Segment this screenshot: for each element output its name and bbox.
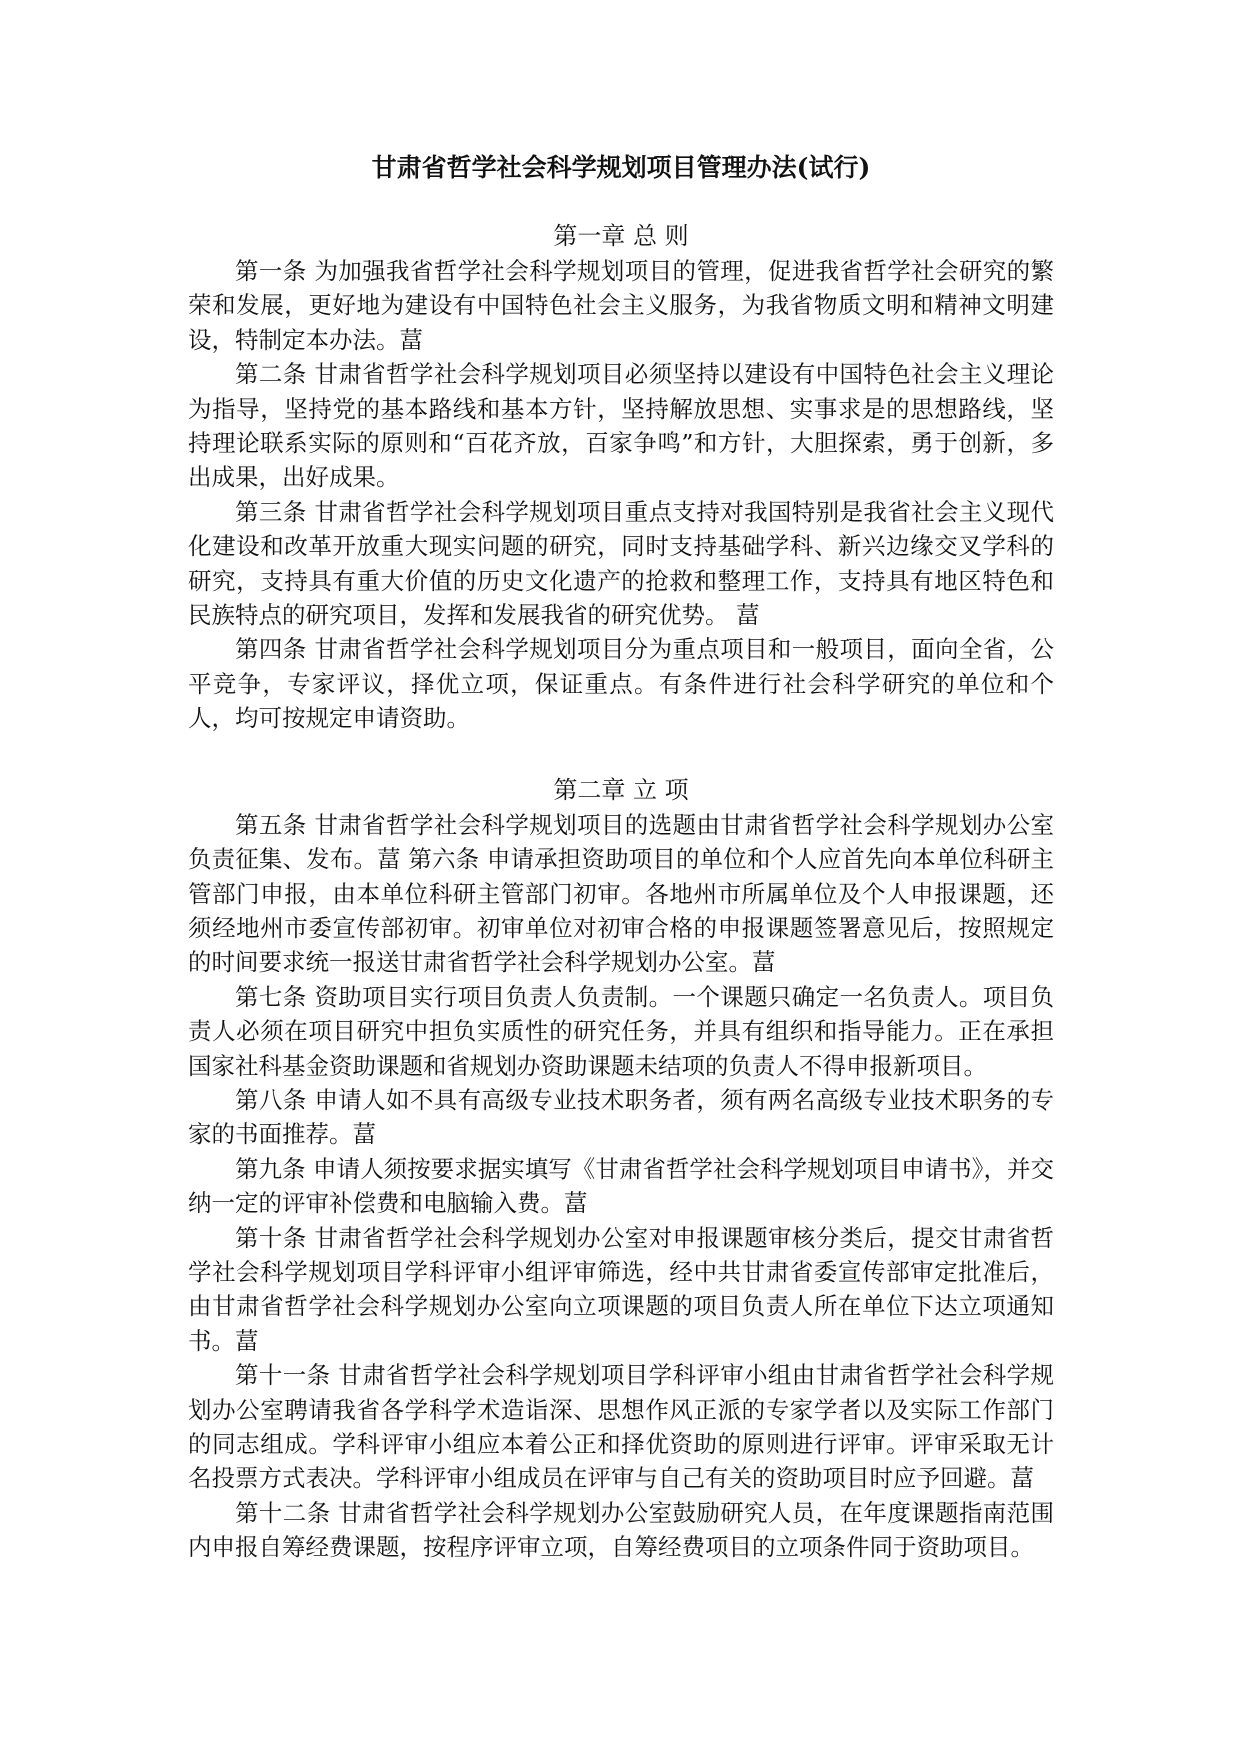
article-5-6: 第五条 甘肃省哲学社会科学规划项目的选题由甘肃省哲学社会科学规划办公室负责征集、发布。葍 第六条 申请承担资助项目的单位和个人应首先向本单位科研主管部门申报，由本单位科研主管部门初审。各地州市所属单位及个人申报课题，还须经地州市委宣传部初审。初审单位对初审合格的申报课题签署意见后，按照规定的时间要求统一报送甘肃省哲学社会科学规划办公室。葍 <box>188 810 1054 977</box>
chapter-heading: 第二章 立 项 <box>553 775 689 804</box>
article-12: 第十二条 甘肃省哲学社会科学规划办公室鼓励研究人员，在年度课题指南范围内申报自筹经费课题，按程序评审立项，自筹经费项目的立项条件同于资助项目。 <box>188 1498 1054 1562</box>
chapter-2 <box>188 772 1054 1565</box>
article-8: 第八条 申请人如不具有高级专业技术职务者，须有两名高级专业技术职务的专家的书面推荐。葍 <box>188 1085 1054 1149</box>
article-7: 第七条 资助项目实行项目负责人负责制。一个课题只确定一名负责人。项目负责人必须在项目研究中担负实质性的研究任务，并具有组织和指导能力。正在承担国家社科基金资助课题和省规划办资助课题未结项的负责人不得申报新项目。 <box>188 982 1054 1080</box>
document-page <box>188 150 1054 1565</box>
article-4: 第四条 甘肃省哲学社会科学规划项目分为重点项目和一般项目，面向全省，公平竞争，专家评议，择优立项，保证重点。有条件进行社会科学研究的单位和个人，均可按规定申请资助。 <box>188 635 1054 733</box>
document-title: 甘肃省哲学社会科学规划项目管理办法(试行) <box>371 153 871 182</box>
article-9: 第九条 申请人须按要求据实填写《甘肃省哲学社会科学规划项目申请书》，并交纳一定的评审补偿费和电脑输入费。葍 <box>188 1154 1054 1218</box>
article-2: 第二条 甘肃省哲学社会科学规划项目必须坚持以建设有中国特色社会主义理论为指导，坚持党的基本路线和基本方针，坚持解放思想、实事求是的思想路线，坚持理论联系实际的原则和“百花齐放，百家争鸣”和方针，大胆探索，勇于创新，多出成果，出好成果。 <box>188 360 1054 492</box>
article-10: 第十条 甘肃省哲学社会科学规划办公室对申报课题审核分类后，提交甘肃省哲学社会科学规划项目学科评审小组评审筛选，经中共甘肃省委宣传部审定批准后，由甘肃省哲学社会科学规划办公室向立项课题的项目负责人所在单位下达立项通知书。葍 <box>188 1223 1054 1355</box>
chapter-heading: 第一章 总 则 <box>553 222 689 250</box>
article-1: 第一条 为加强我省哲学社会科学规划项目的管理，促进我省哲学社会研究的繁荣和发展，更好地为建设有中国特色社会主义服务，为我省物质文明和精神文明建设，特制定本办法。葍 <box>188 257 1054 354</box>
article-11: 第十一条 甘肃省哲学社会科学规划项目学科评审小组由甘肃省哲学社会科学规划办公室聘请我省各学科学术造诣深、思想作风正派的专家学者以及实际工作部门的同志组成。学科评审小组应本着公正和择优资助的原则进行评审。评审采取无计名投票方式表决。学科评审小组成员在评审与自己有关的资助项目时应予回避。葍 <box>188 1361 1054 1493</box>
article-3: 第三条 甘肃省哲学社会科学规划项目重点支持对我国特别是我省社会主义现代化建设和改革开放重大现实问题的研究，同时支持基础学科、新兴边缘交叉学科的研究，支持具有重大价值的历史文化遗产的抢救和整理工作，支持具有地区特色和民族特点的研究项目，发挥和发展我省的研究优势。 葍 <box>188 497 1054 630</box>
chapter-1 <box>188 218 1054 736</box>
